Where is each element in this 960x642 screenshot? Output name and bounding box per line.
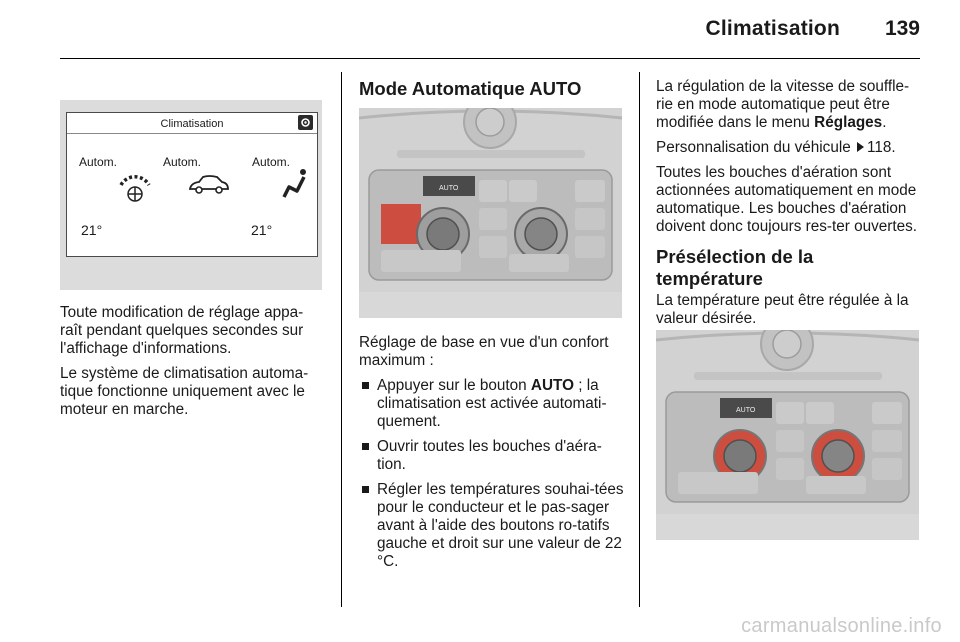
paragraph: La température peut être régulée à la valeur désirée. (656, 292, 909, 327)
info-display-screen (66, 112, 318, 257)
page-title: Climatisation (705, 17, 840, 40)
section-heading: Présélection de la température (656, 246, 814, 289)
fan-icon (115, 171, 155, 205)
autom-label-fan: Autom. (79, 155, 118, 169)
paragraph: La régulation de la vitesse de souffle-rie en mode automatique peut être modifiée dans le menu Réglages. (656, 78, 910, 131)
climate-panel-photo (359, 108, 622, 318)
paragraph: Personnalisation du véhicule 118. (656, 139, 896, 156)
header-rule (60, 58, 920, 59)
paragraph: Le système de climatisation automa-tique fonctionne uniquement avec le moteur en marche. (60, 365, 309, 418)
car-icon (187, 173, 231, 197)
climate-display-figure (60, 100, 322, 290)
section-heading: Mode Automatique AUTO (359, 78, 582, 99)
temp-left: 21° (81, 222, 103, 238)
column-divider-2 (639, 72, 640, 607)
middle-heading-wrap (359, 78, 625, 106)
column-divider-1 (341, 72, 342, 607)
left-column (60, 304, 322, 426)
bullet-square (362, 486, 369, 493)
list-item: Régler les températures souhai-tées pour le conducteur et le pas-sager avant à l'aide des boutons ro-tatifs gauche et droit sur une valeur de 22 °C. (359, 481, 627, 571)
screen-title-bar (67, 133, 317, 134)
instruction-list (359, 377, 627, 571)
list-item: Appuyer sur le bouton AUTO ; la climatisation est activée automati-quement. (359, 377, 627, 431)
climate-panel-photo-2 (656, 330, 919, 540)
auto-label: AUTO (439, 185, 459, 192)
paragraph: Toutes les bouches d'aération sont actionnées automatiquement en mode automatique. Les bouches d'aération doivent donc toujours res-ter ouvertes. (656, 164, 918, 235)
page-number: 139 (884, 17, 920, 40)
autom-label-distribution: Autom. (163, 155, 202, 169)
auto-label: AUTO (736, 407, 756, 414)
bullet-square (362, 382, 369, 389)
settings-icon (298, 115, 313, 130)
temp-right: 21° (251, 222, 273, 238)
watermark: carmanualsonline.info (741, 615, 942, 637)
autom-label-seat: Autom. (252, 155, 291, 169)
list-item: Ouvrir toutes les bouches d'aéra-tion. (359, 438, 627, 474)
page-ref-arrow-icon (857, 142, 864, 152)
paragraph: Réglage de base en vue d'un confort maximum : (359, 334, 609, 369)
paragraph: Toute modification de réglage appa-raît pendant quelques secondes sur l'affichage d'informations. (60, 304, 304, 357)
screen-title: Climatisation (160, 118, 224, 130)
right-column (656, 78, 924, 335)
middle-column (359, 334, 627, 578)
bullet-square (362, 443, 369, 450)
seat-airflow-icon (279, 167, 309, 203)
